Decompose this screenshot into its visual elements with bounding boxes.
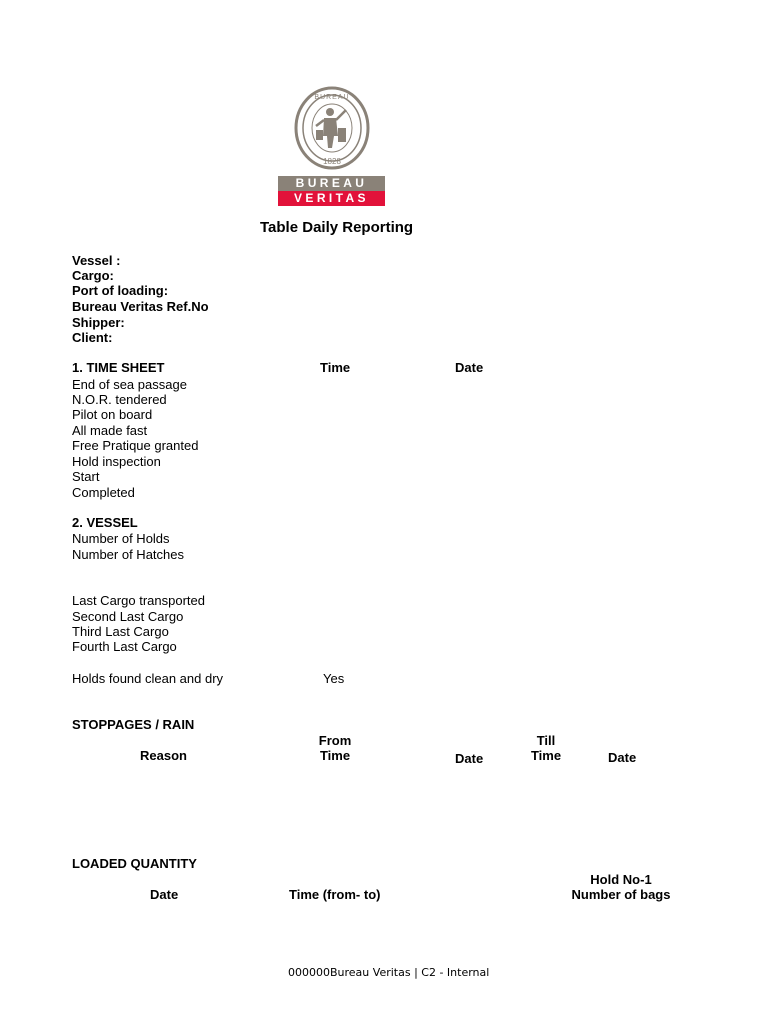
number-of-holds-label: Number of Holds [72, 531, 170, 546]
time-sheet-col-date: Date [455, 360, 484, 375]
loaded-quantity-heading: LOADED QUANTITY [72, 856, 197, 871]
logo-band-bureau: BUREAU [278, 176, 385, 191]
stoppages-col-date-1: Date [455, 751, 484, 766]
loaded-col-date: Date [150, 887, 179, 902]
loaded-hold-line1: Hold No-1 [590, 872, 652, 887]
shipper-label: Shipper: [72, 315, 125, 330]
time-sheet-col-time: Time [320, 360, 351, 375]
vessel-heading: 2. VESSEL [72, 515, 138, 530]
time-sheet-row: Pilot on board [72, 407, 153, 422]
time-sheet-row: Completed [72, 485, 135, 500]
port-of-loading-label: Port of loading: [72, 283, 169, 298]
fourth-last-cargo-label: Fourth Last Cargo [72, 639, 177, 654]
last-cargo-label: Last Cargo transported [72, 593, 205, 608]
cargo-label: Cargo: [72, 268, 114, 283]
stoppages-col-reason: Reason [140, 748, 187, 763]
stoppages-col-from [314, 733, 356, 763]
stoppages-from-line1: From [318, 733, 352, 748]
time-sheet-row: Free Pratique granted [72, 438, 199, 453]
client-label: Client: [72, 330, 113, 345]
page-title: Table Daily Reporting [260, 219, 414, 236]
number-of-hatches-label: Number of Hatches [72, 547, 184, 562]
holds-clean-value: Yes [323, 671, 345, 686]
logo-band-veritas: VERITAS [278, 191, 385, 206]
time-sheet-heading: 1. TIME SHEET [72, 360, 165, 375]
vessel-label: Vessel : [72, 253, 121, 268]
bureau-veritas-seal-icon [294, 86, 370, 170]
stoppages-col-date-2: Date [608, 750, 637, 765]
time-sheet-row: Hold inspection [72, 454, 161, 469]
time-sheet-row: End of sea passage [72, 377, 187, 392]
holds-clean-label: Holds found clean and dry [72, 671, 224, 686]
loaded-col-time-from-to: Time (from- to) [289, 887, 381, 902]
second-last-cargo-label: Second Last Cargo [72, 609, 184, 624]
bureau-veritas-logo [278, 86, 385, 206]
ref-no-label: Bureau Veritas Ref.No [72, 299, 209, 314]
loaded-col-hold [568, 872, 674, 902]
stoppages-till-line1: Till [536, 733, 556, 748]
stoppages-col-till [528, 733, 564, 763]
time-sheet-row: All made fast [72, 423, 148, 438]
third-last-cargo-label: Third Last Cargo [72, 624, 169, 639]
svg-text:1828: 1828 [323, 157, 341, 166]
stoppages-till-line2: Time [530, 748, 562, 763]
page-footer: 000000Bureau Veritas | C2 - Internal [288, 966, 490, 979]
stoppages-heading: STOPPAGES / RAIN [72, 717, 195, 732]
loaded-hold-line2: Number of bags [571, 887, 671, 902]
svg-text:BUREAU: BUREAU [314, 94, 350, 101]
stoppages-from-line2: Time [319, 748, 351, 763]
time-sheet-row: Start [72, 469, 100, 484]
time-sheet-row: N.O.R. tendered [72, 392, 167, 407]
